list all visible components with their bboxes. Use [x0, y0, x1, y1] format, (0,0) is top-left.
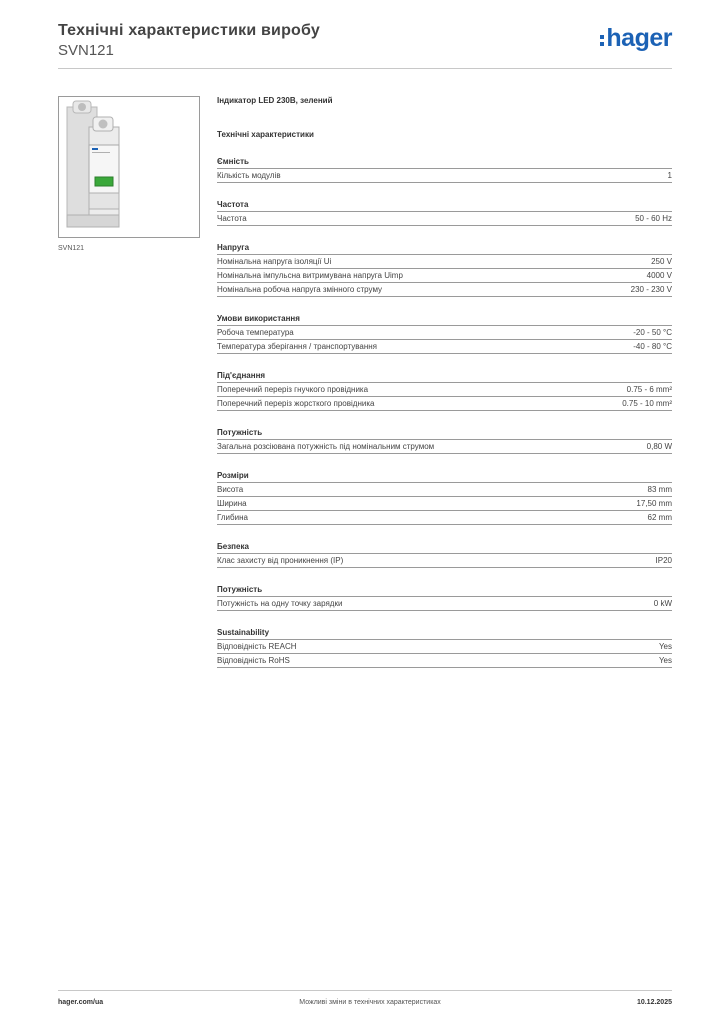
spec-row: [217, 640, 672, 654]
spec-label: Клас захисту від проникнення (IP): [217, 556, 344, 565]
spec-row: [217, 397, 672, 411]
section-title: Під'єднання: [217, 370, 672, 383]
spec-label: Частота: [217, 214, 247, 223]
specs-heading: Технічні характеристики: [217, 130, 314, 139]
spec-label: Глибина: [217, 513, 248, 522]
spec-section: [217, 156, 672, 183]
section-title: Потужність: [217, 427, 672, 440]
spec-label: Потужність на одну точку зарядки: [217, 599, 343, 608]
spec-row: [217, 554, 672, 568]
spec-label: Поперечний переріз гнучкого провідника: [217, 385, 369, 394]
spec-value: Yes: [658, 656, 672, 665]
spec-value: 230 - 230 V: [630, 285, 672, 294]
spec-label: Номінальна імпульсна витримувана напруга Uimp: [217, 271, 403, 280]
spec-row: [217, 383, 672, 397]
section-title: Ємність: [217, 156, 672, 169]
spec-row: [217, 255, 672, 269]
spec-sections: [217, 156, 672, 668]
spec-row: [217, 597, 672, 611]
spec-row: [217, 212, 672, 226]
spec-section: [217, 313, 672, 354]
spec-section: [217, 199, 672, 226]
spec-value: 0.75 - 6 mm²: [626, 385, 672, 394]
spec-value: 83 mm: [647, 485, 672, 494]
image-caption: SVN121: [58, 245, 85, 252]
indicator-device-icon: [59, 97, 199, 237]
spec-section: [217, 242, 672, 297]
footer-disclaimer: Можливі зміни в технічних характеристиках: [299, 999, 441, 1006]
logo-dots-icon: [600, 35, 604, 46]
product-description: Індикатор LED 230B, зелений: [217, 96, 333, 105]
spec-value: 50 - 60 Hz: [635, 214, 672, 223]
spec-row: [217, 169, 672, 183]
section-title: Напруга: [217, 242, 672, 255]
spec-label: Відповідність RoHS: [217, 656, 290, 665]
footer-date: 10.12.2025: [636, 999, 672, 1006]
product-image: [58, 96, 200, 238]
spec-row: [217, 326, 672, 340]
footer-website[interactable]: hager.com/ua: [58, 999, 104, 1006]
spec-label: Ширина: [217, 499, 247, 508]
hager-logo: [600, 26, 672, 51]
spec-row: [217, 483, 672, 497]
spec-section: [217, 370, 672, 411]
spec-row: [217, 340, 672, 354]
spec-value: 0 kW: [653, 599, 672, 608]
spec-value: 4000 V: [646, 271, 672, 280]
spec-label: Відповідність REACH: [217, 642, 297, 651]
section-title: Умови використання: [217, 313, 672, 326]
spec-row: [217, 440, 672, 454]
spec-label: Робоча температура: [217, 328, 294, 337]
spec-label: Температура зберігання / транспортування: [217, 342, 378, 351]
spec-row: [217, 654, 672, 668]
section-title: Sustainability: [217, 627, 672, 640]
page-title: Технічні характеристики виробу: [58, 22, 320, 39]
spec-label: Кількість модулів: [217, 171, 281, 180]
product-code: SVN121: [58, 42, 114, 59]
logo-text: hager: [606, 24, 672, 52]
spec-value: 1: [667, 171, 672, 180]
spec-label: Номінальна робоча напруга змінного струму: [217, 285, 383, 294]
spec-value: 0.75 - 10 mm²: [622, 399, 672, 408]
spec-value: -20 - 50 °C: [633, 328, 672, 337]
spec-section: [217, 541, 672, 568]
section-title: Частота: [217, 199, 672, 212]
spec-row: [217, 511, 672, 525]
section-title: Безпека: [217, 541, 672, 554]
spec-row: [217, 269, 672, 283]
spec-value: 17,50 mm: [636, 499, 672, 508]
spec-section: [217, 584, 672, 611]
spec-value: IP20: [655, 556, 672, 565]
spec-row: [217, 283, 672, 297]
section-title: Потужність: [217, 584, 672, 597]
spec-section: [217, 427, 672, 454]
spec-value: Yes: [658, 642, 672, 651]
spec-label: Висота: [217, 485, 244, 494]
page-header: [58, 22, 672, 69]
spec-content: [217, 96, 672, 668]
spec-label: Номінальна напруга ізоляції Ui: [217, 257, 332, 266]
spec-section: [217, 470, 672, 525]
spec-value: 250 V: [651, 257, 672, 266]
spec-value: 0,80 W: [646, 442, 672, 451]
spec-section: [217, 627, 672, 668]
page-footer: [58, 990, 672, 1006]
spec-label: Поперечний переріз жорсткого провідника: [217, 399, 375, 408]
spec-value: -40 - 80 °C: [633, 342, 672, 351]
spec-label: Загальна розсіювана потужність під номінальним струмом: [217, 442, 435, 451]
spec-row: [217, 497, 672, 511]
spec-value: 62 mm: [647, 513, 672, 522]
section-title: Розміри: [217, 470, 672, 483]
